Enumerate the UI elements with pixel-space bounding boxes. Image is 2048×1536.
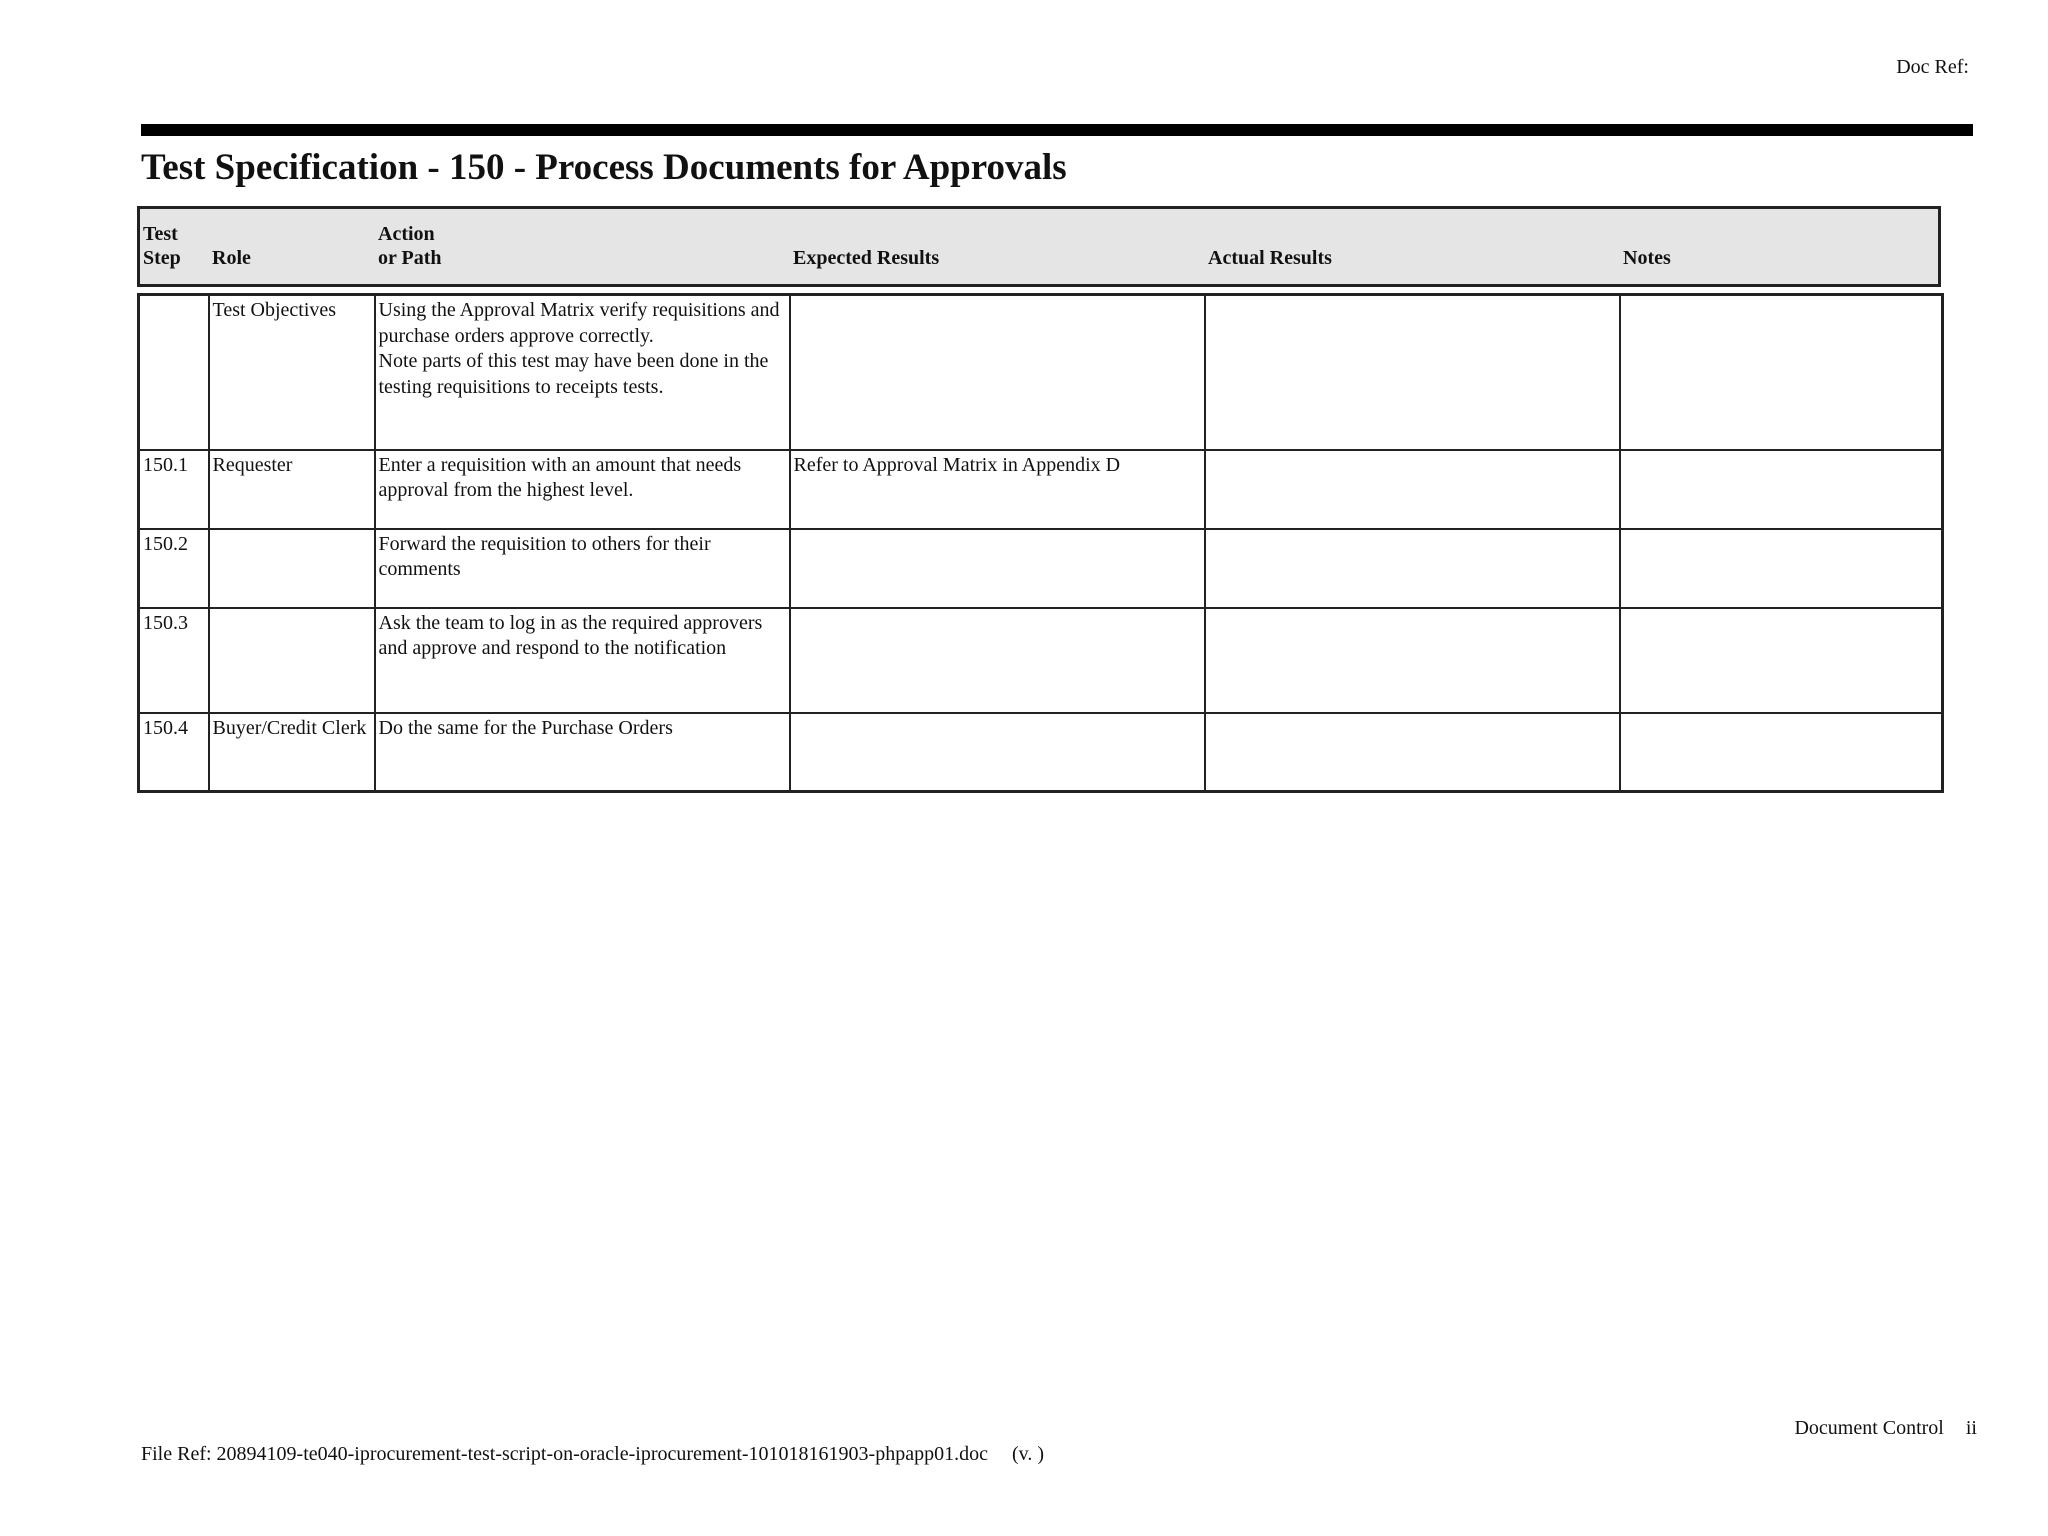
- column-header-action: Action or Path: [378, 223, 442, 269]
- cell-notes: [1620, 295, 1943, 450]
- column-header-actual-results: Actual Results: [1208, 247, 1332, 269]
- table-row: [139, 713, 1943, 792]
- column-header-role: Role: [212, 247, 251, 269]
- cell-role: [209, 608, 375, 713]
- file-ref-name: 20894109-te040-iprocurement-test-script-on-oracle-iprocurement-101018161903-phpapp01.doc: [216, 1443, 988, 1465]
- table-row: [139, 450, 1943, 529]
- cell-action: Forward the requisition to others for their comments: [375, 529, 790, 608]
- cell-expected-results: [790, 529, 1205, 608]
- table-row: [139, 295, 1943, 450]
- cell-actual-results: [1205, 450, 1620, 529]
- page-number: ii: [1965, 1417, 1977, 1439]
- cell-action: Using the Approval Matrix verify requisitions and purchase orders approve correctly. Note parts of this test may have been done in the testing requisitions to receipts tests.: [375, 295, 790, 450]
- table-row: [139, 608, 1943, 713]
- cell-action: Enter a requisition with an amount that needs approval from the highest level.: [375, 450, 790, 529]
- cell-notes: [1620, 529, 1943, 608]
- cell-actual-results: [1205, 529, 1620, 608]
- table-row: [139, 529, 1943, 608]
- cell-role: Test Objectives: [209, 295, 375, 450]
- header-rule: [141, 124, 1973, 136]
- cell-notes: [1620, 713, 1943, 792]
- cell-test-step: 150.4: [139, 713, 209, 792]
- doc-ref: Doc Ref:: [1896, 56, 1969, 78]
- cell-actual-results: [1205, 295, 1620, 450]
- column-header-expected-results: Expected Results: [793, 247, 940, 269]
- cell-notes: [1620, 608, 1943, 713]
- cell-expected-results: [790, 608, 1205, 713]
- cell-expected-results: Refer to Approval Matrix in Appendix D: [790, 450, 1205, 529]
- page-title: Test Specification - 150 - Process Documents for Approvals: [141, 147, 1067, 188]
- table-body: [137, 293, 1944, 793]
- cell-action: Do the same for the Purchase Orders: [375, 713, 790, 792]
- footer-section: [1794, 1417, 1977, 1440]
- cell-actual-results: [1205, 608, 1620, 713]
- footer-section-label: Document Control: [1794, 1417, 1944, 1439]
- file-ref-label: File Ref:: [141, 1443, 212, 1465]
- cell-expected-results: [790, 713, 1205, 792]
- cell-test-step: 150.3: [139, 608, 209, 713]
- column-header-notes: Notes: [1623, 247, 1671, 269]
- footer-file-ref: [141, 1443, 1044, 1466]
- cell-action: Ask the team to log in as the required approvers and approve and respond to the notification: [375, 608, 790, 713]
- cell-actual-results: [1205, 713, 1620, 792]
- test-spec-table: [137, 206, 1941, 793]
- cell-role: Requester: [209, 450, 375, 529]
- cell-expected-results: [790, 295, 1205, 450]
- cell-test-step: [139, 295, 209, 450]
- cell-test-step: 150.2: [139, 529, 209, 608]
- cell-role: [209, 529, 375, 608]
- file-version: (v. ): [1011, 1443, 1045, 1465]
- table-header: [137, 206, 1941, 287]
- column-header-test-step: Test Step: [143, 223, 181, 269]
- cell-role: Buyer/Credit Clerk: [209, 713, 375, 792]
- cell-notes: [1620, 450, 1943, 529]
- cell-test-step: 150.1: [139, 450, 209, 529]
